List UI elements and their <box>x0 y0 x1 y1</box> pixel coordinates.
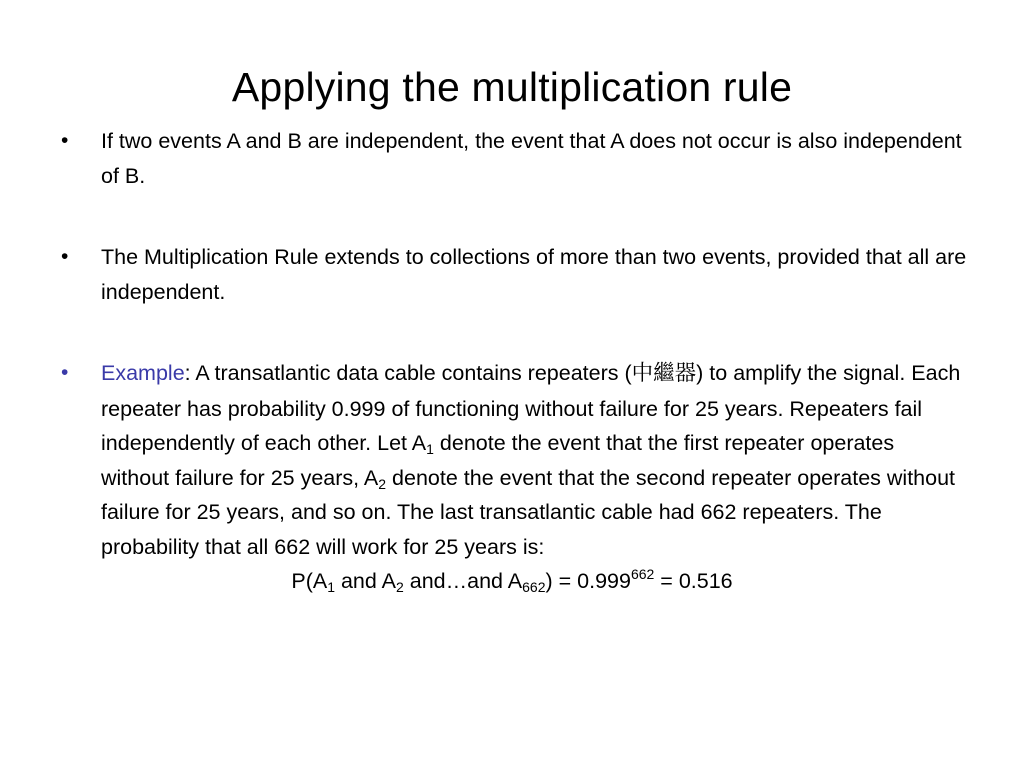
formula-subscript-1: 1 <box>327 579 335 595</box>
bullet-dot-icon: • <box>61 361 69 384</box>
bullet-dot-icon: • <box>61 245 69 268</box>
formula-and-rest: and…and A <box>403 569 523 593</box>
example-text-part-d: denote the event that the second repeater operates without failure for 25 years, and so on. The last transatlantic cable had 662 repeaters. The probability that all 662 will work for 25 years is: <box>101 465 956 559</box>
probability-formula <box>56 564 968 599</box>
formula-result: = 0.516 <box>654 569 733 593</box>
formula-subscript-662: 662 <box>522 579 546 595</box>
chinese-term: 中繼器 <box>631 361 697 386</box>
bullet-item-independence-complement <box>56 124 968 193</box>
bullet-text: If two events A and B are independent, the event that A does not occur is also independent of B. <box>101 129 962 188</box>
formula-p-open: P(A <box>291 569 328 593</box>
formula-exponent: 662 <box>630 566 655 582</box>
example-label: Example <box>101 361 185 385</box>
example-text-part-c: denote the event that the first repeater operates without failure for 25 years, A <box>101 431 895 490</box>
subscript-2: 2 <box>378 475 387 492</box>
example-text-part-b: ) to amplify the signal. Each repeater has probability 0.999 of functioning without failure for 25 years. Repeaters fail independently of each other. Let A <box>101 361 961 455</box>
formula-and-a: and A <box>335 569 396 593</box>
bullet-list <box>56 124 968 599</box>
bullet-item-multiplication-rule <box>56 240 968 309</box>
bullet-text: The Multiplication Rule extends to collections of more than two events, provided that all are independent. <box>101 245 967 304</box>
formula-subscript-2: 2 <box>395 579 404 595</box>
subscript-1: 1 <box>426 441 434 457</box>
formula-close-eq: ) = 0.999 <box>545 569 631 593</box>
bullet-dot-icon: • <box>61 129 69 152</box>
bullet-item-example <box>56 356 968 599</box>
example-text-part-a: : A transatlantic data cable contains repeaters ( <box>184 361 632 385</box>
slide-title: Applying the multiplication rule <box>231 64 793 111</box>
